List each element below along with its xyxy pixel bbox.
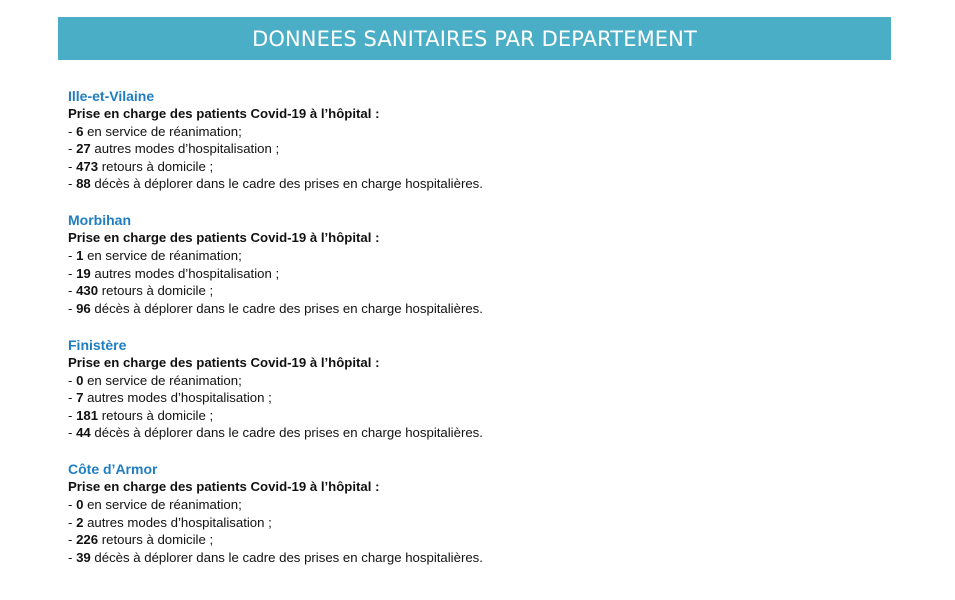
hospitalisation-line bbox=[68, 265, 888, 283]
page-title: DONNEES SANITAIRES PAR DEPARTEMENT bbox=[252, 26, 697, 51]
bullet-dash: - bbox=[68, 248, 77, 264]
retours-text: retours à domicile ; bbox=[98, 407, 214, 423]
department-subheading: Prise en charge des patients Covid-19 à l’hôpital : bbox=[68, 354, 380, 370]
deces-line bbox=[68, 549, 888, 567]
hospitalisation-text: autres modes d’hospitalisation ; bbox=[83, 514, 272, 530]
deces-count: 39 bbox=[76, 549, 91, 565]
reanimation-text: en service de réanimation; bbox=[83, 372, 242, 388]
department-morbihan bbox=[68, 211, 888, 317]
deces-count: 88 bbox=[76, 176, 91, 192]
retours-line bbox=[68, 282, 888, 300]
department-cote-d-armor bbox=[68, 460, 888, 566]
reanimation-line bbox=[68, 372, 888, 390]
reanimation-count: 0 bbox=[76, 497, 84, 512]
departments-list bbox=[68, 87, 888, 585]
department-name: Finistère bbox=[68, 336, 127, 353]
department-finistere bbox=[68, 336, 888, 442]
retours-text: retours à domicile ; bbox=[98, 158, 214, 174]
bullet-dash: - bbox=[68, 300, 77, 316]
department-name: Ille-et-Vilaine bbox=[68, 88, 155, 104]
reanimation-text: en service de réanimation; bbox=[83, 248, 242, 264]
reanimation-line bbox=[68, 247, 888, 265]
retours-line bbox=[68, 158, 888, 176]
hospitalisation-count: 2 bbox=[76, 514, 84, 530]
hospitalisation-count: 19 bbox=[76, 265, 91, 281]
bullet-dash: - bbox=[68, 123, 77, 139]
hospitalisation-count: 27 bbox=[76, 141, 91, 157]
reanimation-text: en service de réanimation; bbox=[83, 497, 242, 512]
reanimation-count: 0 bbox=[76, 372, 84, 388]
bullet-dash: - bbox=[68, 265, 77, 281]
deces-count: 44 bbox=[76, 425, 91, 441]
deces-line bbox=[68, 424, 888, 442]
retours-count: 430 bbox=[76, 283, 99, 299]
bullet-dash: - bbox=[68, 407, 77, 423]
hospitalisation-text: autres modes d’hospitalisation ; bbox=[90, 265, 280, 281]
department-name: Morbihan bbox=[68, 212, 131, 229]
title-banner bbox=[58, 17, 891, 60]
bullet-dash: - bbox=[68, 514, 77, 530]
retours-count: 473 bbox=[76, 158, 99, 174]
bullet-dash: - bbox=[68, 425, 77, 441]
department-subheading: Prise en charge des patients Covid-19 à l’hôpital : bbox=[68, 479, 380, 495]
reanimation-line bbox=[68, 496, 888, 514]
deces-text: décès à déplorer dans le cadre des prises en charge hospitalières. bbox=[90, 176, 483, 192]
deces-text: décès à déplorer dans le cadre des prises en charge hospitalières. bbox=[90, 425, 483, 441]
retours-count: 226 bbox=[76, 532, 99, 548]
retours-count: 181 bbox=[76, 407, 99, 423]
hospitalisation-line bbox=[68, 140, 888, 158]
retours-line bbox=[68, 407, 888, 425]
bullet-dash: - bbox=[68, 532, 77, 548]
reanimation-count: 1 bbox=[76, 248, 84, 264]
reanimation-count: 6 bbox=[76, 123, 84, 139]
bullet-dash: - bbox=[68, 390, 77, 406]
hospitalisation-text: autres modes d’hospitalisation ; bbox=[90, 141, 280, 157]
retours-text: retours à domicile ; bbox=[98, 532, 214, 548]
department-name: Côte d’Armor bbox=[68, 461, 158, 478]
reanimation-line bbox=[68, 123, 888, 141]
deces-line bbox=[68, 175, 888, 193]
department-ille-et-vilaine bbox=[68, 87, 888, 193]
bullet-dash: - bbox=[68, 141, 77, 157]
retours-text: retours à domicile ; bbox=[98, 283, 214, 299]
department-subheading: Prise en charge des patients Covid-19 à l’hôpital : bbox=[68, 106, 380, 121]
bullet-dash: - bbox=[68, 497, 77, 512]
bullet-dash: - bbox=[68, 372, 77, 388]
deces-line bbox=[68, 300, 888, 318]
bullet-dash: - bbox=[68, 176, 77, 192]
bullet-dash: - bbox=[68, 549, 77, 565]
deces-count: 96 bbox=[76, 300, 91, 316]
bullet-dash: - bbox=[68, 283, 77, 299]
hospitalisation-line bbox=[68, 514, 888, 532]
retours-line bbox=[68, 531, 888, 549]
hospitalisation-line bbox=[68, 389, 888, 407]
deces-text: décès à déplorer dans le cadre des prises en charge hospitalières. bbox=[90, 549, 483, 565]
reanimation-text: en service de réanimation; bbox=[83, 123, 242, 139]
hospitalisation-text: autres modes d’hospitalisation ; bbox=[83, 390, 272, 406]
hospitalisation-count: 7 bbox=[76, 390, 84, 406]
bullet-dash: - bbox=[68, 158, 77, 174]
department-subheading: Prise en charge des patients Covid-19 à l’hôpital : bbox=[68, 230, 380, 246]
deces-text: décès à déplorer dans le cadre des prises en charge hospitalières. bbox=[90, 300, 483, 316]
